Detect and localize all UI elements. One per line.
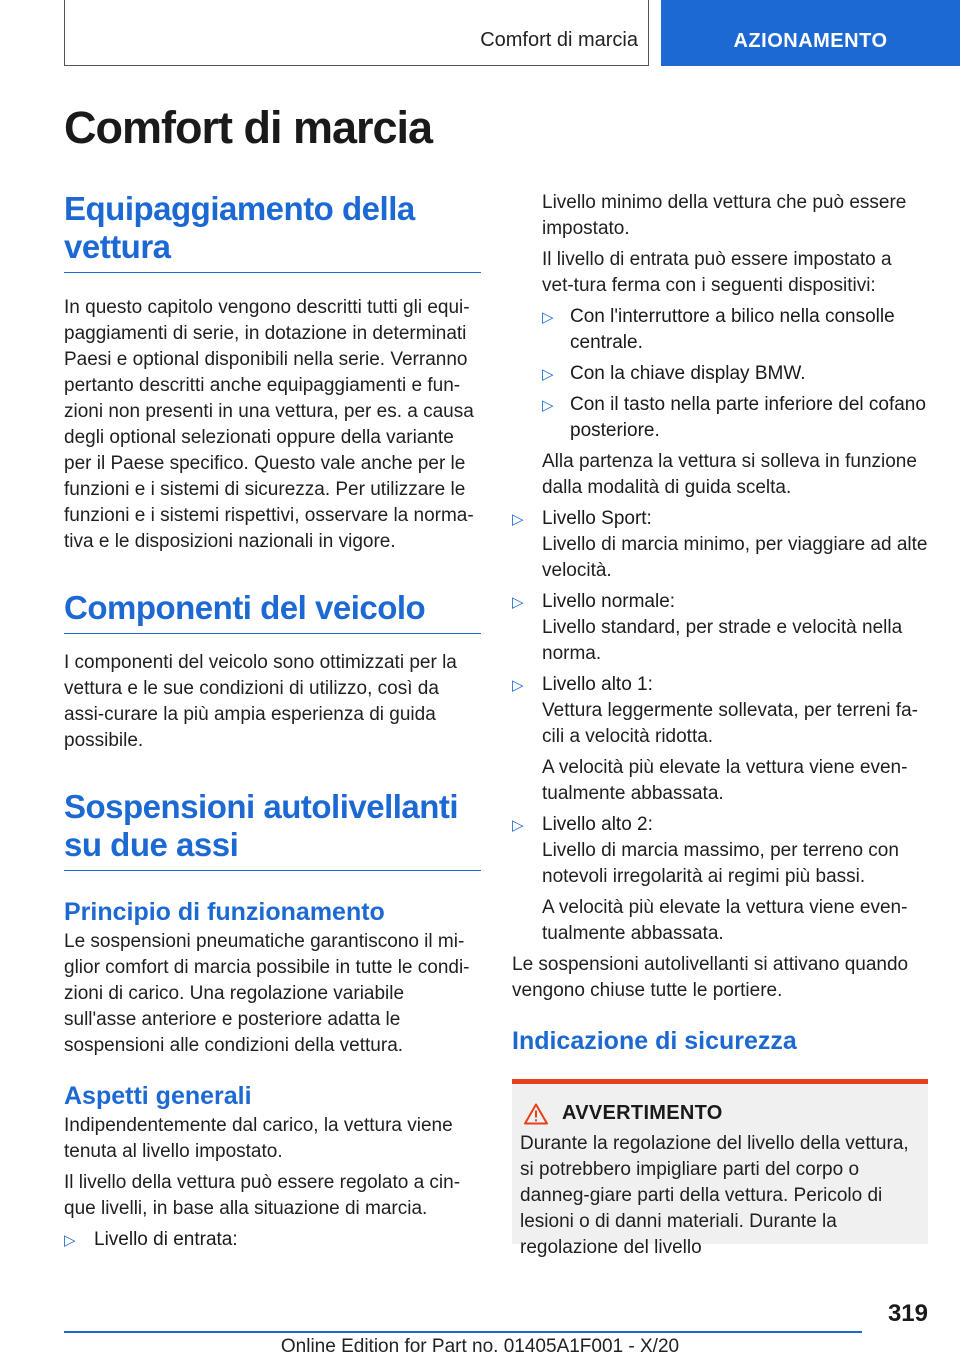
list-item-livello-sport <box>512 506 928 532</box>
header-chapter-tab[interactable] <box>661 0 960 66</box>
footer-edition-text: Online Edition for Part no. 01405A1F001 - X/20 <box>280 1336 680 1357</box>
triangle-bullet-icon: ▷ <box>512 817 524 834</box>
triangle-bullet-icon: ▷ <box>512 594 524 611</box>
triangle-bullet-icon: ▷ <box>64 1232 76 1249</box>
paragraph-alto-1a: Vettura leggermente sollevata, per terreni fa-cili a velocità ridotta. <box>542 700 918 747</box>
paragraph-principio: Le sospensioni pneumatiche garantiscono il mi-glior comfort di marcia possibile in tutte le condi-zioni di carico. Una regolazione variabile sull'asse anteriore e posteriore adatta le sospensioni alle condizioni della vettura. <box>64 931 470 1056</box>
triangle-bullet-icon: ▷ <box>542 397 554 414</box>
triangle-bullet-icon: ▷ <box>512 511 524 528</box>
list-item-livello-alto-1 <box>512 672 928 698</box>
header-section-title: Comfort di marcia <box>480 29 638 51</box>
list-item-label: Con il tasto nella parte inferiore del cofano posteriore. <box>570 394 926 441</box>
list-item-livello-normale <box>512 589 928 615</box>
list-item-label: Con l'interruttore a bilico nella consolle centrale. <box>570 306 895 353</box>
paragraph-componenti: I componenti del veicolo sono ottimizzati per la vettura e le sue condizioni di utilizzo, così da assi-curare la più ampia esperienza di guida possibile. <box>64 652 457 751</box>
triangle-bullet-icon: ▷ <box>542 309 554 326</box>
list-item-label: Livello normale: <box>542 591 676 612</box>
paragraph-entrata-2: Il livello di entrata può essere impostato a vet-tura ferma con i seguenti dispositivi: <box>542 249 892 296</box>
list-item-device-3 <box>512 392 928 444</box>
paragraph-entrata-3: Alla partenza la vettura si solleva in funzione dalla modalità di guida scelta. <box>542 451 917 498</box>
list-item-livello-entrata <box>64 1227 481 1253</box>
paragraph-aspetti-2: Il livello della vettura può essere regolato a cin-que livelli, in base alla situazione di marcia. <box>64 1172 461 1219</box>
list-item-label: Livello alto 2: <box>542 814 653 835</box>
list-item-device-1 <box>512 304 928 356</box>
right-column <box>512 190 928 1258</box>
paragraph-alto-2a: Livello di marcia massimo, per terreno con notevoli irregolarità ai regimi più bassi. <box>542 840 899 887</box>
warning-triangle-icon <box>524 1103 548 1125</box>
paragraph-alto-2b: A velocità più elevate la vettura viene even-tualmente abbassata. <box>542 897 908 944</box>
header-section-box <box>64 0 649 66</box>
list-item-label: Livello Sport: <box>542 508 652 529</box>
warning-box <box>512 1079 928 1258</box>
paragraph-alto-1b: A velocità più elevate la vettura viene even-tualmente abbassata. <box>542 757 908 804</box>
heading-equipaggiamento: Equipaggiamento della vettura <box>64 190 481 273</box>
paragraph-entrata-1: Livello minimo della vettura che può essere impostato. <box>542 192 907 239</box>
warning-header <box>520 1102 920 1125</box>
heading-principio: Principio di funzionamento <box>64 898 385 926</box>
warning-text: Durante la regolazione del livello della vettura, si potrebbero impigliare parti del corpo o danneg-giare parti della vettura. Pericolo di lesioni o di danni materiali. Durante la regolazione del livello <box>520 1133 909 1258</box>
footer-divider <box>64 1331 862 1333</box>
paragraph-equipaggiamento: In questo capitolo vengono descritti tutti gli equi-paggiamenti di serie, in dotazione in determinati Paesi e optional disponibili nella serie. Verranno pertanto descritti anche equipaggiamenti e fun-zioni non presenti in una vettura, per es. a causa degli optional selezionati oppure della variante per il Paese specifico. Questo vale anche per le funzioni e i sistemi di sicurezza. Per utilizzare le funzioni e i sistemi rispettivi, osservare la norma-tiva e le disposizioni nazionali in vigore. <box>64 297 474 552</box>
list-item-label: Livello di entrata: <box>94 1229 238 1250</box>
triangle-bullet-icon: ▷ <box>542 366 554 383</box>
left-column <box>64 190 481 1253</box>
heading-indicazione-sicurezza: Indicazione di sicurezza <box>512 1027 797 1055</box>
list-item-livello-alto-2 <box>512 812 928 838</box>
page-title: Comfort di marcia <box>64 102 433 153</box>
list-item-device-2 <box>512 361 928 387</box>
warning-title: AVVERTIMENTO <box>562 1102 723 1124</box>
triangle-bullet-icon: ▷ <box>512 677 524 694</box>
heading-componenti: Componenti del veicolo <box>64 589 481 634</box>
heading-sospensioni: Sospensioni autolivellanti su due assi <box>64 788 481 871</box>
header-chapter-label: AZIONAMENTO <box>733 30 888 52</box>
list-item-label: Livello alto 1: <box>542 674 653 695</box>
list-item-label: Con la chiave display BMW. <box>570 363 806 384</box>
page-number: 319 <box>887 1300 928 1327</box>
paragraph-normale: Livello standard, per strade e velocità nella norma. <box>542 617 903 664</box>
paragraph-aspetti-1: Indipendentemente dal carico, la vettura viene tenuta al livello impostato. <box>64 1115 453 1162</box>
paragraph-sport: Livello di marcia minimo, per viaggiare ad alte velocità. <box>542 534 928 581</box>
heading-aspetti-generali: Aspetti generali <box>64 1082 252 1110</box>
paragraph-attivazione: Le sospensioni autolivellanti si attivano quando vengono chiuse tutte le portiere. <box>512 954 909 1001</box>
